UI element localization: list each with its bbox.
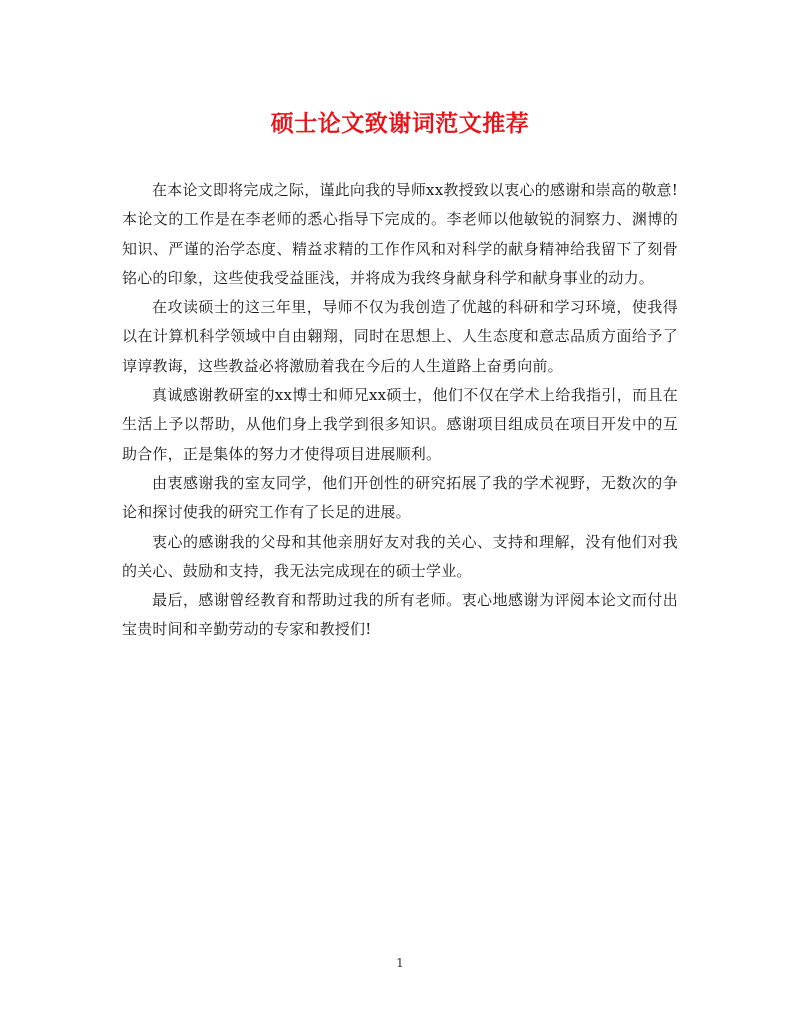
paragraph-3: 真诚感谢教研室的xx博士和师兄xx硕士，他们不仅在学术上给我指引，而且在生活上予以帮助，从他们身上我学到很多知识。感谢项目组成员在项目开发中的互助合作，正是集体的努力才使得项目进展顺利。 (122, 386, 678, 463)
paragraph-1: 在本论文即将完成之际，谨此向我的导师xx教授致以衷心的感谢和崇高的敬意!本论文的工作是在李老师的悉心指导下完成的。李老师以他敏锐的洞察力、渊博的知识、严谨的治学态度、精益求精的工作作风和对科学的献身精神给我留下了刻骨铭心的印象，这些使我受益匪浅，并将成为我终身献身科学和献身事业的动力。 (122, 181, 678, 287)
page-number: 1 (396, 956, 404, 970)
document-title: 硕士论文致谢词范文推荐 (270, 110, 530, 137)
paragraph-4: 由衷感谢我的室友同学，他们开创性的研究拓展了我的学术视野，无数次的争论和探讨使我的研究工作有了长足的进展。 (122, 473, 678, 522)
paragraph-5: 衷心的感谢我的父母和其他亲朋好友对我的关心、支持和理解，没有他们对我的关心、鼓励和支持，我无法完成现在的硕士学业。 (122, 532, 678, 580)
document-body (122, 176, 678, 645)
paragraph-2: 在攻读硕士的这三年里，导师不仅为我创造了优越的科研和学习环境，使我得以在计算机科学领域中自由翱翔，同时在思想上、人生态度和意志品质方面给予了谆谆教诲，这些教益必将激励着我在今后的人生道路上奋勇向前。 (122, 298, 678, 375)
paragraph-6: 最后，感谢曾经教育和帮助过我的所有老师。衷心地感谢为评阅本论文而付出宝贵时间和辛勤劳动的专家和教授们! (122, 591, 678, 639)
